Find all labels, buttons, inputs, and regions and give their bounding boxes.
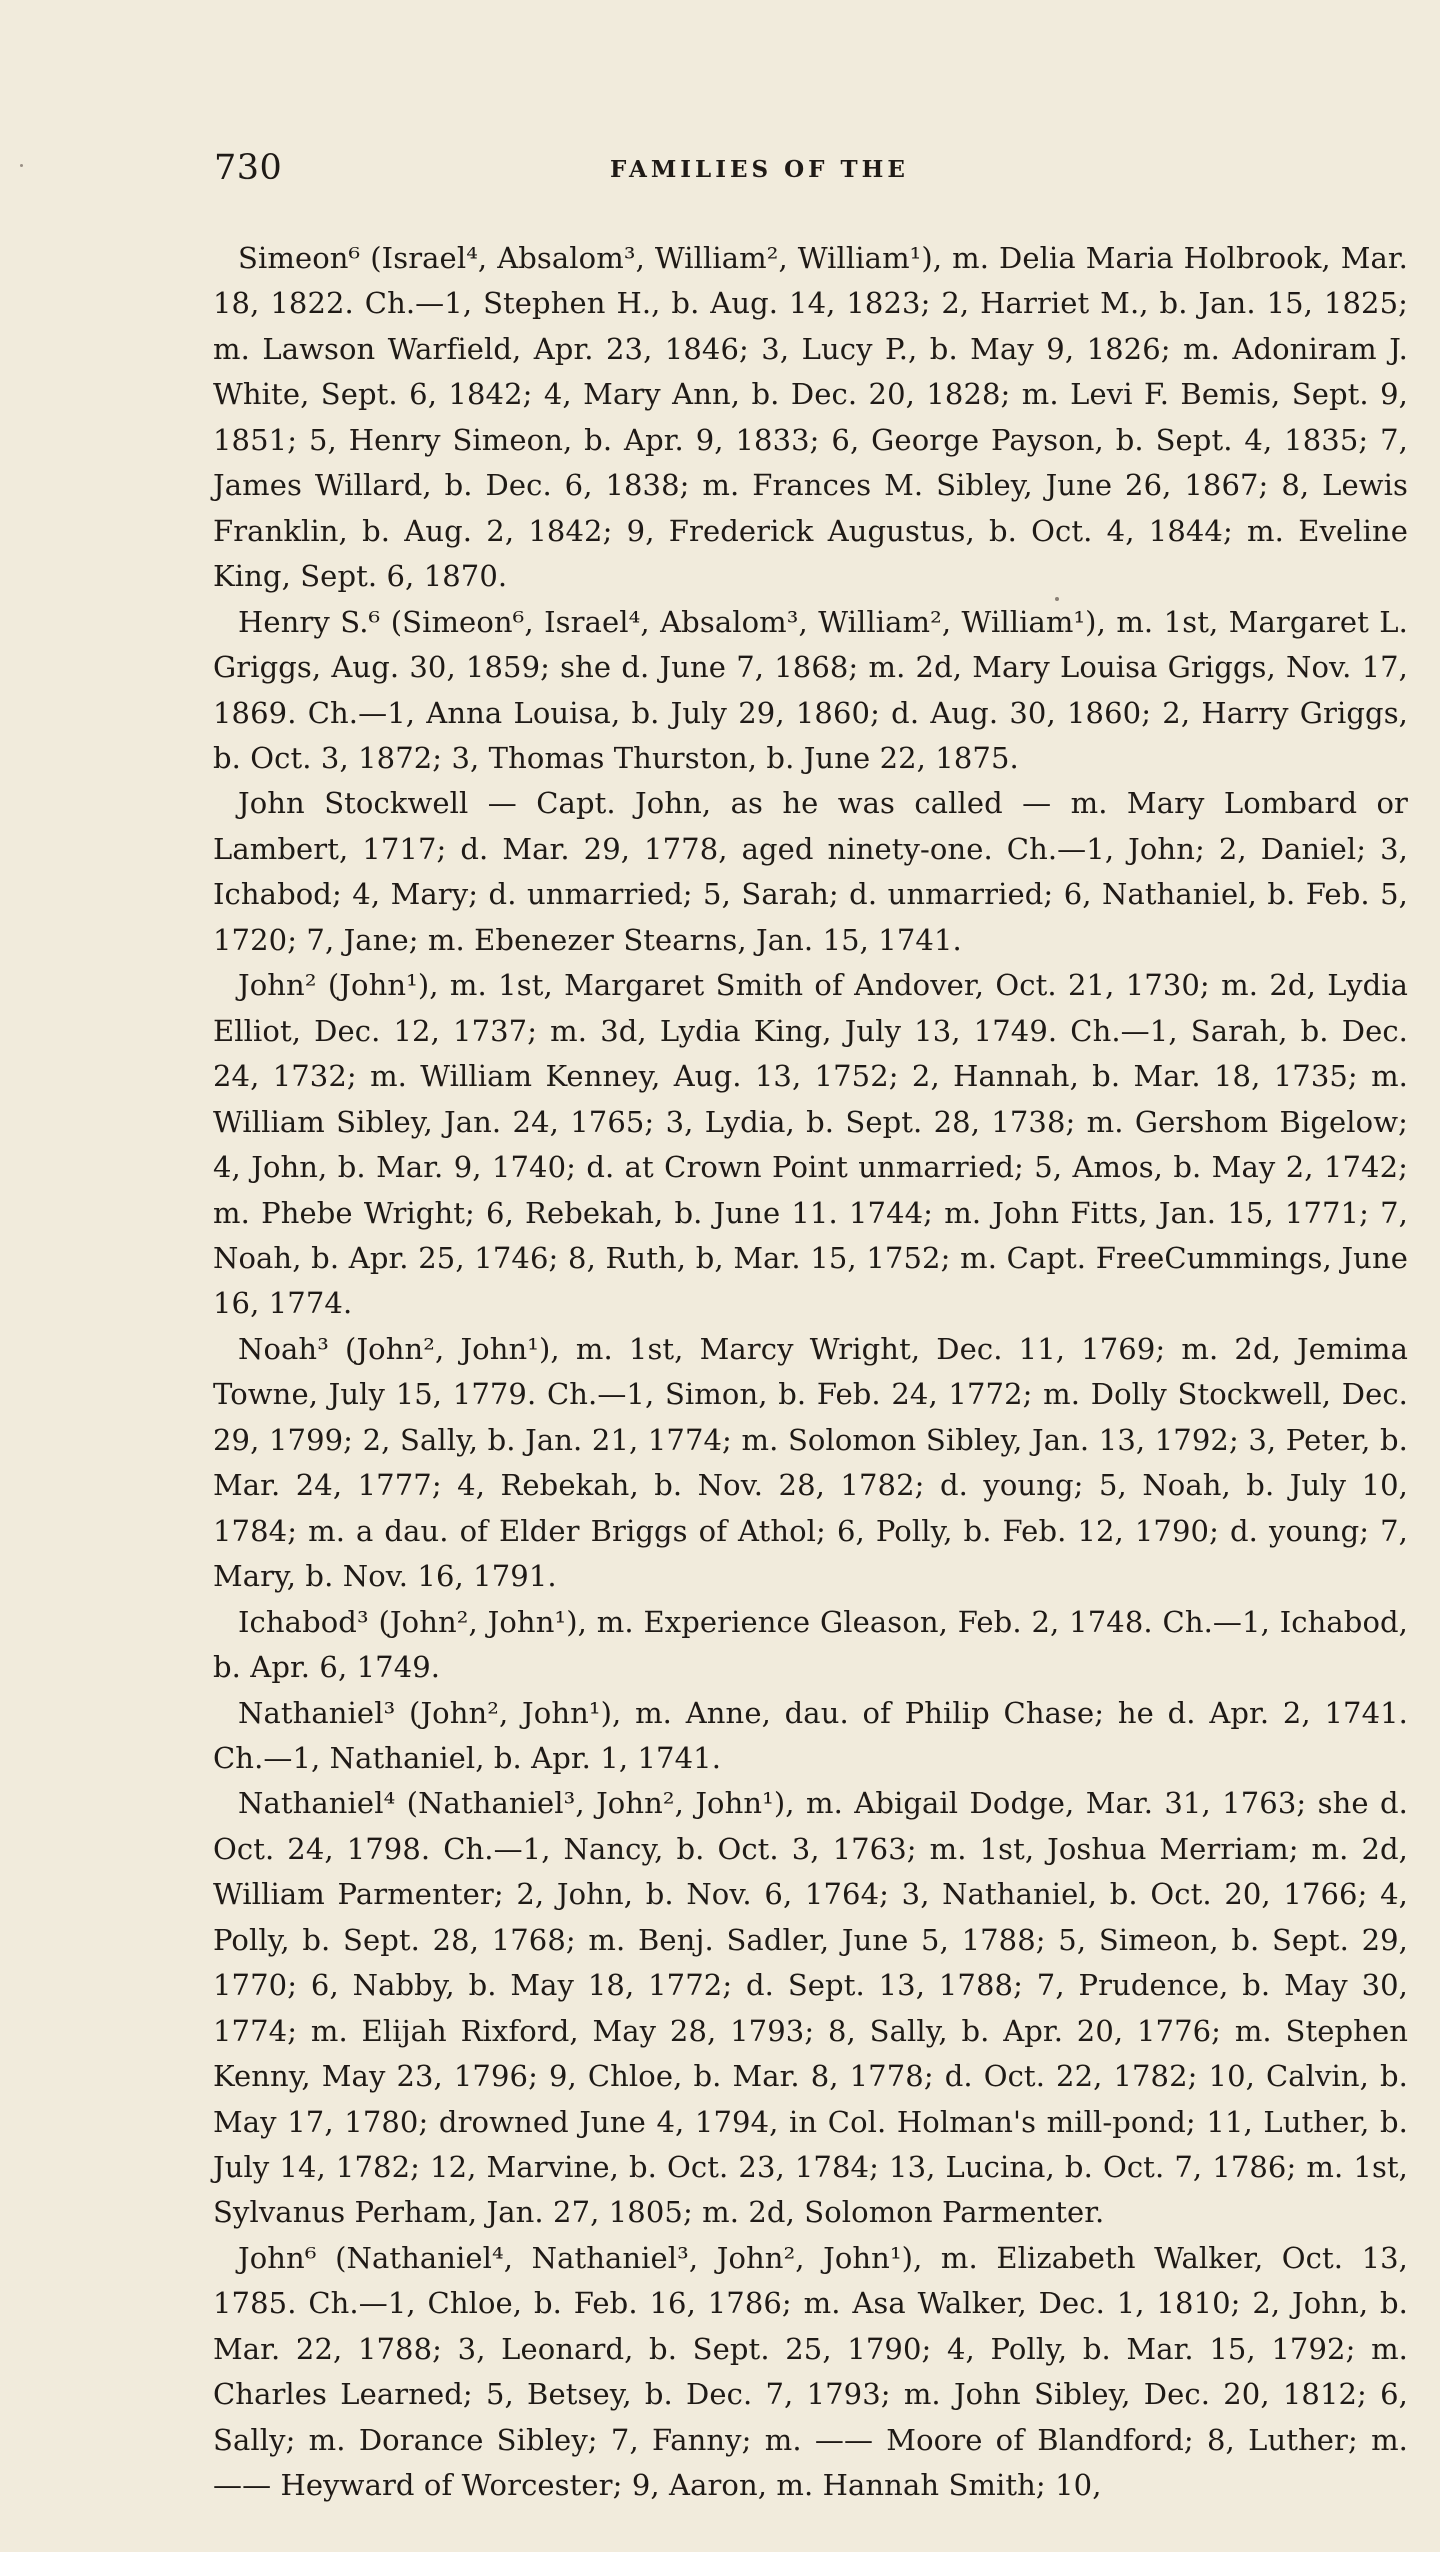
entry-ichabod-3: Ichabod³ (John², John¹), m. Experience Gleason, Feb. 2, 1748. Ch.—1, Ichabod, b. Apr. 6, 1749. bbox=[213, 1604, 1408, 1685]
running-head: FAMILIES OF THE bbox=[610, 156, 909, 183]
entry-nathaniel-4: Nathaniel⁴ (Nathaniel³, John², John¹), m. Abigail Dodge, Mar. 31, 1763; she d. Oct. 24, 1798. Ch.—1, Nancy, b. Oct. 3, 1763; m. 1st, Joshua Merriam; m. 2d, William Parmenter; 2, John, b. Nov. 6, 1764; 3, Nathaniel, b. Oct. 20, 1766; 4, Polly, b. Sept. 28, 1768; m. Benj. Sadler, June 5, 1788; 5, Simeon, b. Sept. 29, 1770; 6, Nabby, b. May 18, 1772; d. Sept. 13, 1788; 7, Prudence, b. May 30, 1774; m. Elijah Rixford, May 28, 1793; 8, Sally, b. Apr. 20, 1776; m. Stephen Kenny, May 23, 1796; 9, Chloe, b. Mar. 8, 1778; d. Oct. 22, 1782; 10, Calvin, b. May 17, 1780; drowned June 4, 1794, in Col. Holman's mill-pond; 11, Luther, b. July 14, 1782; 12, Marvine, b. Oct. 23, 1784; 13, Lucina, b. Oct. 7, 1786; m. 1st, Sylvanus Perham, Jan. 27, 1805; m. 2d, Solomon Parmenter. bbox=[213, 1786, 1408, 2230]
entry-henry-s: Henry S.⁶ (Simeon⁶, Israel⁴, Absalom³, William², William¹), m. 1st, Margaret L. Griggs, Aug. 30, 1859; she d. June 7, 1868; m. 2d, Mary Louisa Griggs, Nov. 17, 1869. Ch.—1, Anna Louisa, b. July 29, 1860; d. Aug. 30, 1860; 2, Harry Griggs, b. Oct. 3, 1872; 3, Thomas Thurston, b. June 22, 1875. bbox=[213, 604, 1408, 775]
entry-john-2: John² (John¹), m. 1st, Margaret Smith of Andover, Oct. 21, 1730; m. 2d, Lydia Elliot, Dec. 12, 1737; m. 3d, Lydia King, July 13, 1749. Ch.—1, Sarah, b. Dec. 24, 1732; m. William Kenney, Aug. 13, 1752; 2, Hannah, b. Mar. 18, 1735; m. William Sibley, Jan. 24, 1765; 3, Lydia, b. Sept. 28, 1738; m. Gershom Bigelow; 4, John, b. Mar. 9, 1740; d. at Crown Point unmarried; 5, Amos, b. May 2, 1742; m. Phebe Wright; 6, Rebekah, b. June 11. 1744; m. John Fitts, Jan. 15, 1771; 7, Noah, b. Apr. 25, 1746; 8, Ruth, b, Mar. 15, 1752; m. Capt. FreeCummings, June 16, 1774. bbox=[213, 968, 1408, 1321]
entry-nathaniel-3: Nathaniel³ (John², John¹), m. Anne, dau. of Philip Chase; he d. Apr. 2, 1741. Ch.—1, Nathaniel, b. Apr. 1, 1741. bbox=[213, 1695, 1408, 1775]
entry-john-6: John⁶ (Nathaniel⁴, Nathaniel³, John², John¹), m. Elizabeth Walker, Oct. 13, 1785. Ch.—1, Chloe, b. Feb. 16, 1786; m. Asa Walker, Dec. 1, 1810; 2, John, b. Mar. 22, 1788; 3, Leonard, b. Sept. 25, 1790; 4, Polly, b. Mar. 15, 1792; m. Charles Learned; 5, Betsey, b. Dec. 7, 1793; m. John Sibley, Dec. 20, 1812; 6, Sally; m. Dorance Sibley; 7, Fanny; m. —— Moore of Blandford; 8, Luther; m. —— Heyward of Worcester; 9, Aaron, m. Hannah Smith; 10, bbox=[213, 2240, 1408, 2503]
page-number: 730 bbox=[214, 148, 283, 188]
entry-john-stockwell: John Stockwell — Capt. John, as he was called — m. Mary Lombard or Lambert, 1717; d. Mar. 29, 1778, aged ninety-one. Ch.—1, John; 2, Daniel; 3, Ichabod; 4, Mary; d. unmarried; 5, Sarah; d. unmarried; 6, Nathaniel, b. Feb. 5, 1720; 7, Jane; m. Ebenezer Stearns, Jan. 15, 1741. bbox=[213, 786, 1408, 957]
entry-noah-3: Noah³ (John², John¹), m. 1st, Marcy Wright, Dec. 11, 1769; m. 2d, Jemima Towne, July 15, 1779. Ch.—1, Simon, b. Feb. 24, 1772; m. Dolly Stockwell, Dec. 29, 1799; 2, Sally, b. Jan. 21, 1774; m. Solomon Sibley, Jan. 13, 1792; 3, Peter, b. Mar. 24, 1777; 4, Rebekah, b. Nov. 28, 1782; d. young; 5, Noah, b. July 10, 1784; m. a dau. of Elder Briggs of Athol; 6, Polly, b. Feb. 12, 1790; d. young; 7, Mary, b. Nov. 16, 1791. bbox=[213, 1331, 1408, 1594]
printing-speck bbox=[20, 164, 23, 167]
printing-dot bbox=[1055, 597, 1059, 601]
entry-simeon: Simeon⁶ (Israel⁴, Absalom³, William², William¹), m. Delia Maria Holbrook, Mar. 18, 1822. Ch.—1, Stephen H., b. Aug. 14, 1823; 2, Harriet M., b. Jan. 15, 1825; m. Lawson Warfield, Apr. 23, 1846; 3, Lucy P., b. May 9, 1826; m. Adoniram J. White, Sept. 6, 1842; 4, Mary Ann, b. Dec. 20, 1828; m. Levi F. Bemis, Sept. 9, 1851; 5, Henry Simeon, b. Apr. 9, 1833; 6, George Payson, b. Sept. 4, 1835; 7, James Willard, b. Dec. 6, 1838; m. Frances M. Sibley, June 26, 1867; 8, Lewis Franklin, b. Aug. 2, 1842; 9, Frederick Augustus, b. Oct. 4, 1844; m. Eveline King, Sept. 6, 1870. bbox=[213, 241, 1408, 594]
genealogy-text-block bbox=[213, 236, 1408, 2509]
